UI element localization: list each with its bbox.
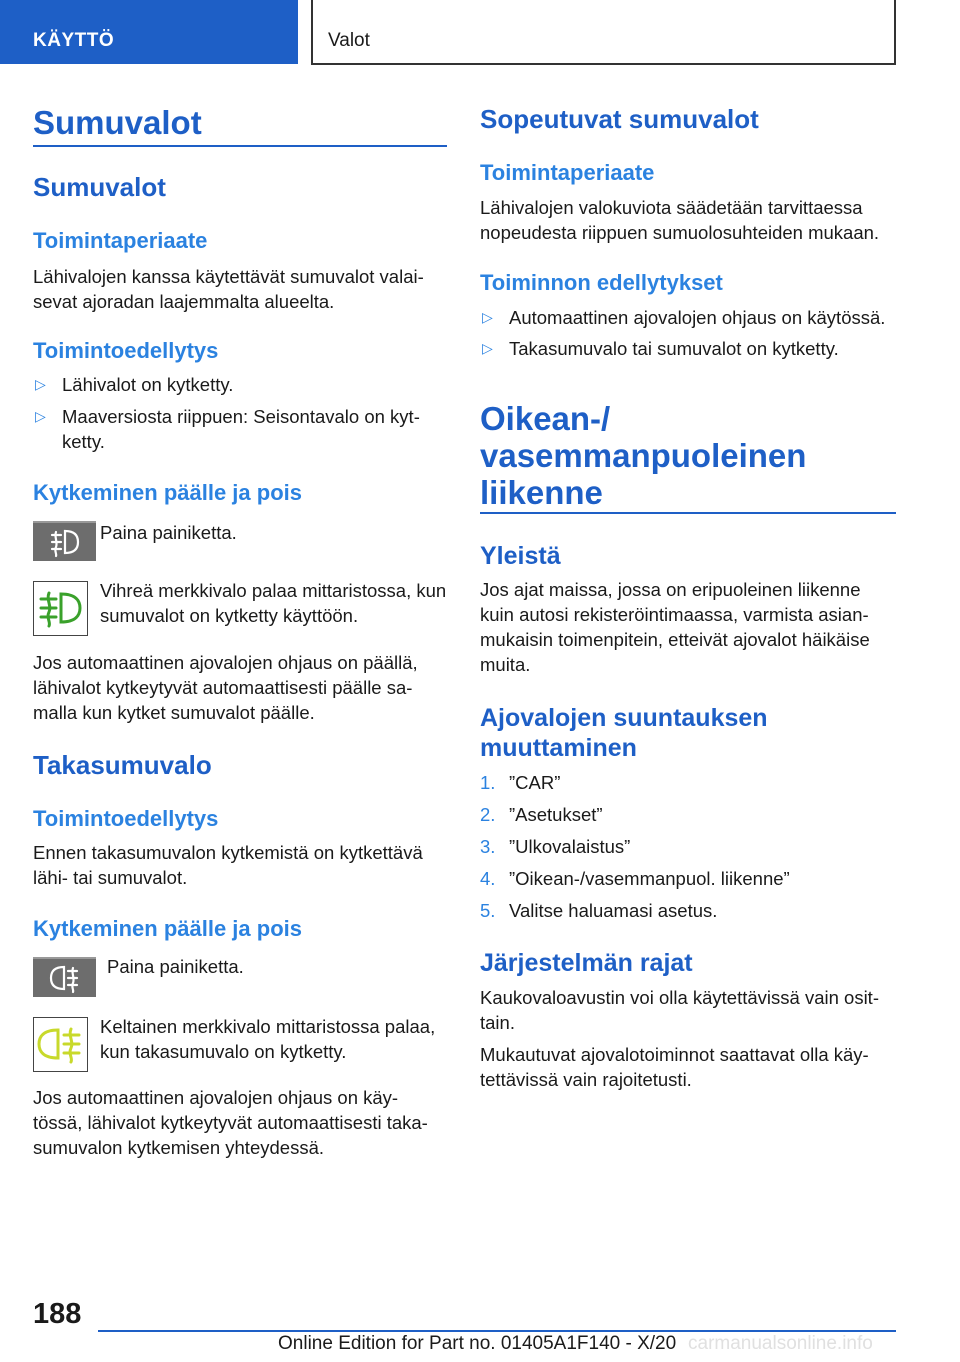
change-direction-heading: Ajovalojen suuntauksen muuttaminen <box>480 704 768 762</box>
watermark: carmanualsonline.info <box>688 1333 873 1354</box>
list-item <box>480 898 896 923</box>
rear-switch-heading: Kytkeminen päälle ja pois <box>33 916 302 941</box>
step-text: ”CAR” <box>509 772 561 793</box>
list-item <box>480 834 896 859</box>
list-item-text: Maaversiosta riippuen: Seisontavalo on kyt‐ ketty. <box>62 406 420 452</box>
step-number: 3. <box>480 836 496 857</box>
fog-lights-heading: Sumuvalot <box>33 172 166 202</box>
list-item-text: Lähivalot on kytketty. <box>62 374 234 395</box>
chapter-label: Valot <box>328 30 370 51</box>
fog-principle-text: Lähivalojen kanssa käytettävät sumuvalot valai‐ sevat ajoradan laajemmalta alueelta. <box>33 266 424 312</box>
rear-requirement-heading: Toimintoedellytys <box>33 806 219 831</box>
traffic-divider <box>480 512 896 514</box>
page-title: Sumuvalot <box>33 104 202 141</box>
fog-press-text: Paina painiketta. <box>100 522 237 543</box>
adaptive-fog-heading: Sopeutuvat sumuvalot <box>480 104 759 134</box>
list-item <box>480 866 896 891</box>
list-item-text: Takasumuvalo tai sumuvalot on kytketty. <box>509 338 839 359</box>
rear-auto-text: Jos automaattinen ajovalojen ohjaus on käy‐ tössä, lähivalot kytkeytyvät automaattisesti taka‐ sumuvalon kytkemisen yhteydessä. <box>33 1087 428 1158</box>
list-item <box>480 305 896 330</box>
triangle-bullet-icon: ▷ <box>482 309 493 325</box>
rear-fog-light-button-icon <box>33 957 96 997</box>
chapter-tab <box>311 0 896 65</box>
fog-requirement-heading: Toimintoedellytys <box>33 338 219 363</box>
triangle-bullet-icon: ▷ <box>482 340 493 356</box>
rear-fog-light-indicator-icon <box>33 1017 88 1072</box>
list-item <box>480 336 896 361</box>
step-number: 1. <box>480 772 496 793</box>
section-label: KÄYTTÖ <box>33 30 115 51</box>
step-text: ”Ulkovalaistus” <box>509 836 631 857</box>
fog-indicator-text: Vihreä merkkivalo palaa mittaristossa, kun sumuvalot on kytketty käyttöön. <box>100 580 447 626</box>
adaptive-principle-heading: Toimintaperiaate <box>480 160 655 185</box>
rear-requirement-text: Ennen takasumuvalon kytkemistä on kytkettävä lähi- tai sumuvalot. <box>33 842 423 888</box>
rear-press-text: Paina painiketta. <box>107 956 244 977</box>
triangle-bullet-icon: ▷ <box>35 408 46 424</box>
system-limits-text-2: Mukautuvat ajovalotoiminnot saattavat olla käy‐ tettävissä vain rajoitetusti. <box>480 1044 869 1090</box>
fog-principle-heading: Toimintaperiaate <box>33 228 208 253</box>
step-number: 4. <box>480 868 496 889</box>
edition-text: Online Edition for Part no. 01405A1F140 - X/20 <box>278 1333 677 1354</box>
front-fog-light-indicator-icon <box>33 581 88 636</box>
traffic-heading: Oikean-/ vasemmanpuoleinen liikenne <box>480 400 807 511</box>
fog-switch-heading: Kytkeminen päälle ja pois <box>33 480 302 505</box>
list-item <box>480 770 896 795</box>
front-fog-light-button-icon <box>33 521 96 561</box>
general-heading: Yleistä <box>480 542 561 570</box>
general-text: Jos ajat maissa, jossa on eripuoleinen liikenne kuin autosi rekisteröintimaassa, varmista asian‐ mukaisin toimenpitein, etteivät ajovalot häikäise muita. <box>480 579 870 675</box>
list-item-text: Automaattinen ajovalojen ohjaus on käytössä. <box>509 307 886 328</box>
title-divider <box>33 145 447 147</box>
adaptive-principle-text: Lähivalojen valokuviota säädetään tarvittaessa nopeudesta riippuen sumuolosuhteiden mukaan. <box>480 197 880 243</box>
section-tab <box>0 0 298 64</box>
step-text: ”Oikean-/vasemmanpuol. liikenne” <box>509 868 790 889</box>
step-number: 5. <box>480 900 496 921</box>
system-limits-heading: Järjestelmän rajat <box>480 949 693 977</box>
page-number: 188 <box>33 1298 82 1330</box>
step-text: ”Asetukset” <box>509 804 603 825</box>
fog-auto-text: Jos automaattinen ajovalojen ohjaus on päällä, lähivalot kytkeytyvät automaattisesti päälle sa‐ malla kun kytket sumuvalot päälle. <box>33 652 418 723</box>
adaptive-requirements-heading: Toiminnon edellytykset <box>480 270 723 295</box>
step-text: Valitse haluamasi asetus. <box>509 900 718 921</box>
footer-divider <box>98 1330 896 1332</box>
step-number: 2. <box>480 804 496 825</box>
list-item <box>33 404 447 454</box>
list-item <box>480 802 896 827</box>
list-item <box>33 372 447 397</box>
rear-fog-heading: Takasumuvalo <box>33 750 212 780</box>
triangle-bullet-icon: ▷ <box>35 376 46 392</box>
system-limits-text-1: Kaukovaloavustin voi olla käytettävissä vain osit‐ tain. <box>480 987 879 1033</box>
rear-indicator-text: Keltainen merkkivalo mittaristossa palaa, kun takasumuvalo on kytketty. <box>100 1016 436 1062</box>
